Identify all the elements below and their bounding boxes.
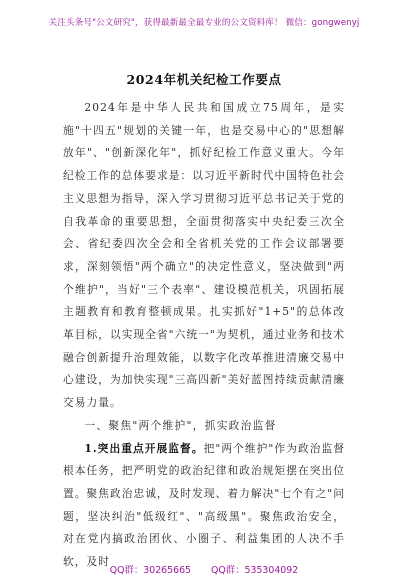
footer-qq-group-1: QQ群：30265665 <box>109 565 192 576</box>
footer-bar <box>0 562 408 576</box>
item-1-text: 把"两个维护"作为政治监督根本任务，把严明党的政治纪律和政治规矩摆在突出位置。聚焦政治忠诚，及时发现、着力解决"七个有之"问题，坚决纠治"低级红"、"高级黑"。聚焦政治安全，对在党内搞政治团伙、小圈子、利益集团的人决不手软，及时 <box>63 441 345 569</box>
item-1-lead: 1.突出重点开展监督。 <box>84 441 204 455</box>
item-1-paragraph <box>63 438 345 574</box>
intro-paragraph: 2024年是中华人民共和国成立75周年，是实施"十四五"规划的关键一年，也是交易中心的"思想解放年"、"创新深化年"，抓好纪检工作意义重大。今年纪检工作的总体要求是：以习近平新时代中国特色社会主义思想为指导，深入学习贯彻习近平总书记关于党的自我革命的重要思想，全面贯彻落实中央纪委三次全会、省纪委四次全会和全省机关党的工作会议部署要求，深刻领悟"两个确立"的决定性意义，坚决做到"两个维护"，当好"三个表率"、建设模范机关，巩固拓展主题教育和教育整顿成果。扎实抓好"1+5"的总体改革目标，以实现全省"六统一"为契机，通过业务和技术融合创新提升治理效能，以数字化改革推进清廉交易中心建设，为加快实现"三高四新"美好蓝图持续贡献清廉交易力量。 <box>63 101 345 410</box>
document-title: 2024年机关纪检工作要点 <box>126 72 282 87</box>
section-heading-1: 一、聚焦"两个维护"，抓实政治监督 <box>84 418 277 432</box>
footer-qq-group-2: QQ群：535304092 <box>211 565 299 576</box>
document-body <box>63 97 345 574</box>
header-banner: 关注头条号"公文研究"，获得最新最全最专业的公文资料库！ 微信：gongwenyj <box>48 18 360 28</box>
